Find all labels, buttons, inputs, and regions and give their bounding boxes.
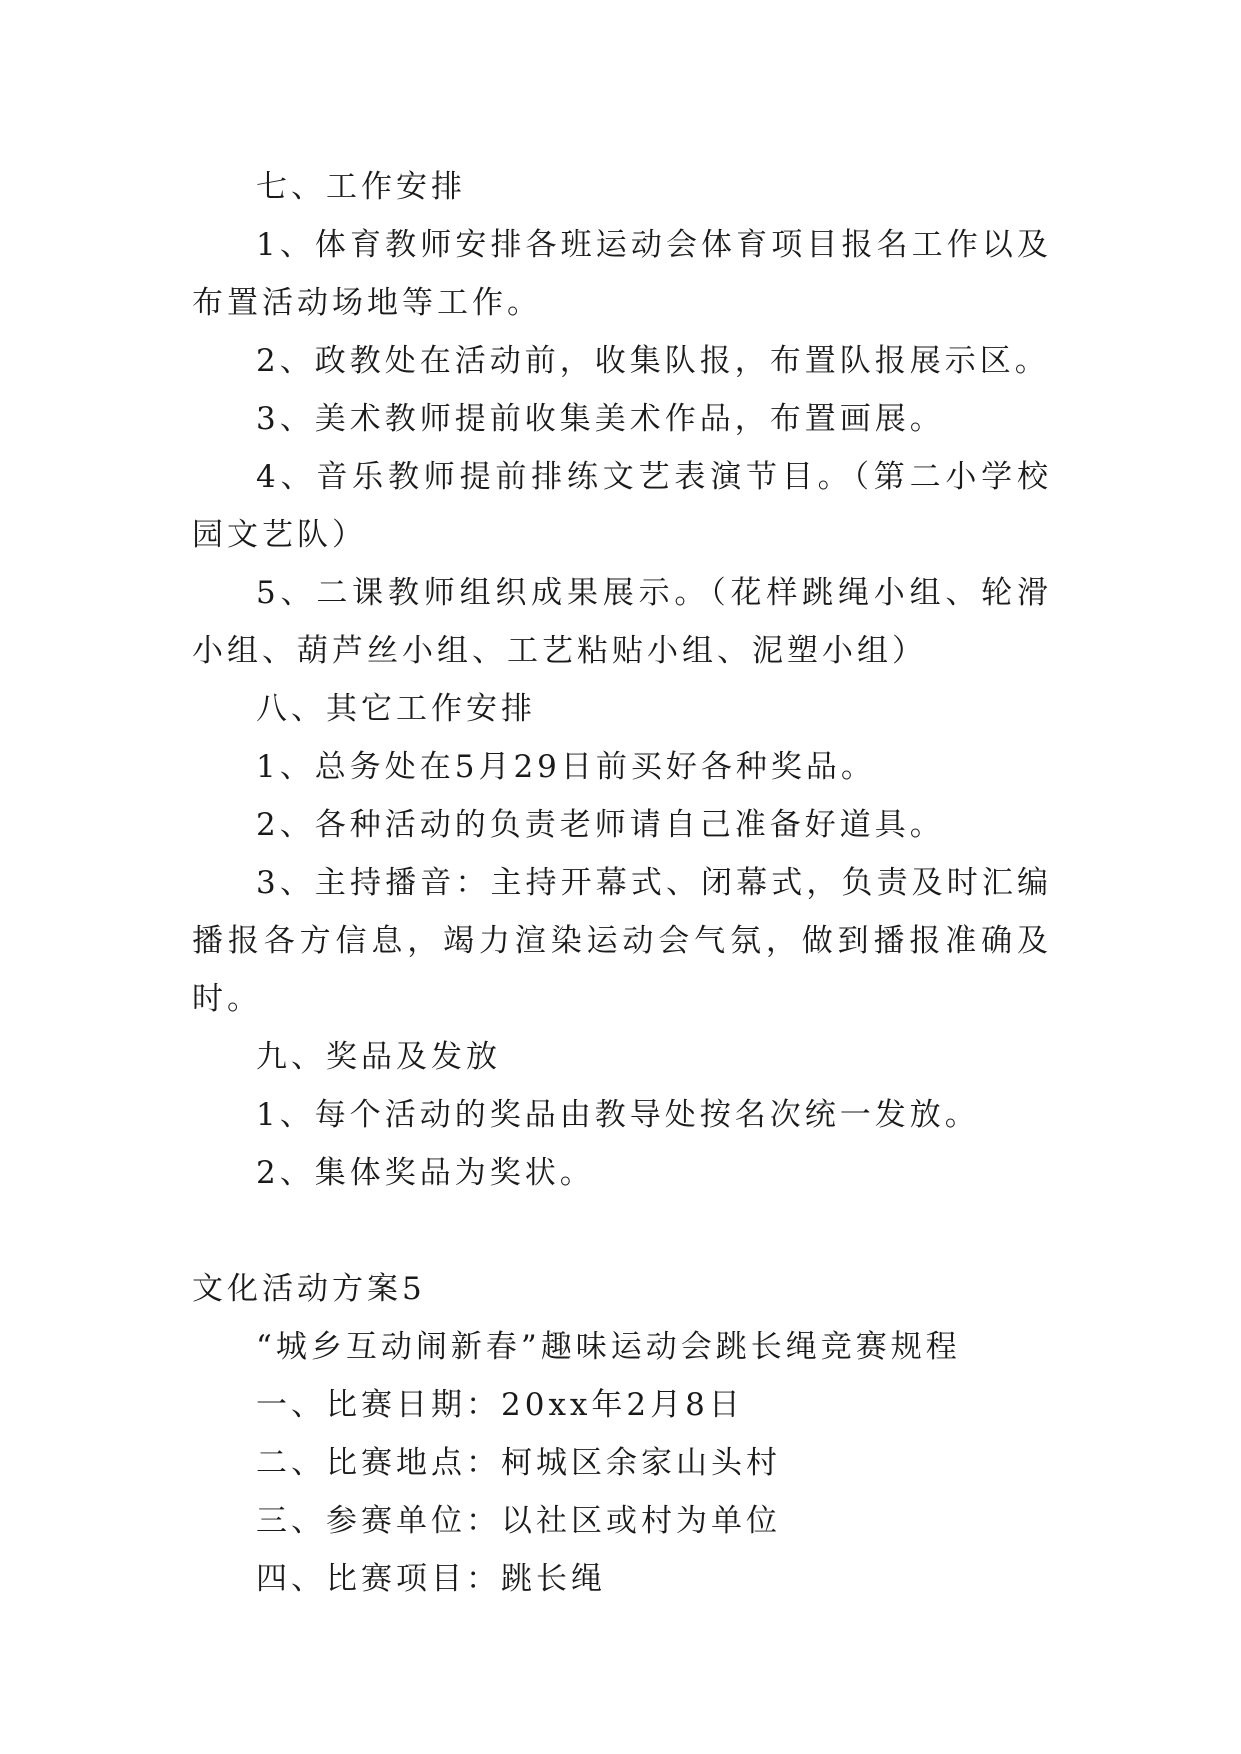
section-7-item-5: 5、二课教师组织成果展示。（花样跳绳小组、轮滑小组、葫芦丝小组、工艺粘贴小组、泥塑小组） xyxy=(192,575,1052,669)
section-8-item-3: 3、主持播音：主持开幕式、闭幕式，负责及时汇编播报各方信息，竭力渲染运动会气氛，做到播报准确及时。 xyxy=(192,865,1052,1017)
plan-5-subtitle: “城乡互动闹新春”趣味运动会跳长绳竞赛规程 xyxy=(256,1329,961,1365)
plan-5-item-4: 四、比赛项目：跳长绳 xyxy=(256,1561,606,1597)
document-body xyxy=(192,158,1052,1608)
plan-5-item-3: 三、参赛单位：以社区或村为单位 xyxy=(256,1503,781,1539)
section-7-item-1: 1、体育教师安排各班运动会体育项目报名工作以及布置活动场地等工作。 xyxy=(192,227,1052,321)
section-7-item-2: 2、政教处在活动前，收集队报，布置队报展示区。 xyxy=(256,343,1050,379)
plan-5-title: 文化活动方案5 xyxy=(192,1271,426,1307)
section-9-item-2: 2、集体奖品为奖状。 xyxy=(256,1155,595,1191)
plan-5-item-1: 一、比赛日期：20xx年2月8日 xyxy=(256,1387,744,1423)
plan-5-item-2: 二、比赛地点：柯城区余家山头村 xyxy=(256,1445,781,1481)
section-7-item-4: 4、音乐教师提前排练文艺表演节目。（第二小学校园文艺队） xyxy=(192,459,1052,553)
section-8-heading: 八、其它工作安排 xyxy=(256,691,536,727)
section-7-heading: 七、工作安排 xyxy=(256,169,466,205)
paragraph-gap xyxy=(192,1202,1052,1260)
section-7-item-3: 3、美术教师提前收集美术作品，布置画展。 xyxy=(256,401,945,437)
section-9-heading: 九、奖品及发放 xyxy=(256,1039,501,1075)
section-8-item-2: 2、各种活动的负责老师请自己准备好道具。 xyxy=(256,807,945,843)
section-9-item-1: 1、每个活动的奖品由教导处按名次统一发放。 xyxy=(256,1097,980,1133)
section-8-item-1: 1、总务处在5月29日前买好各种奖品。 xyxy=(256,749,876,785)
